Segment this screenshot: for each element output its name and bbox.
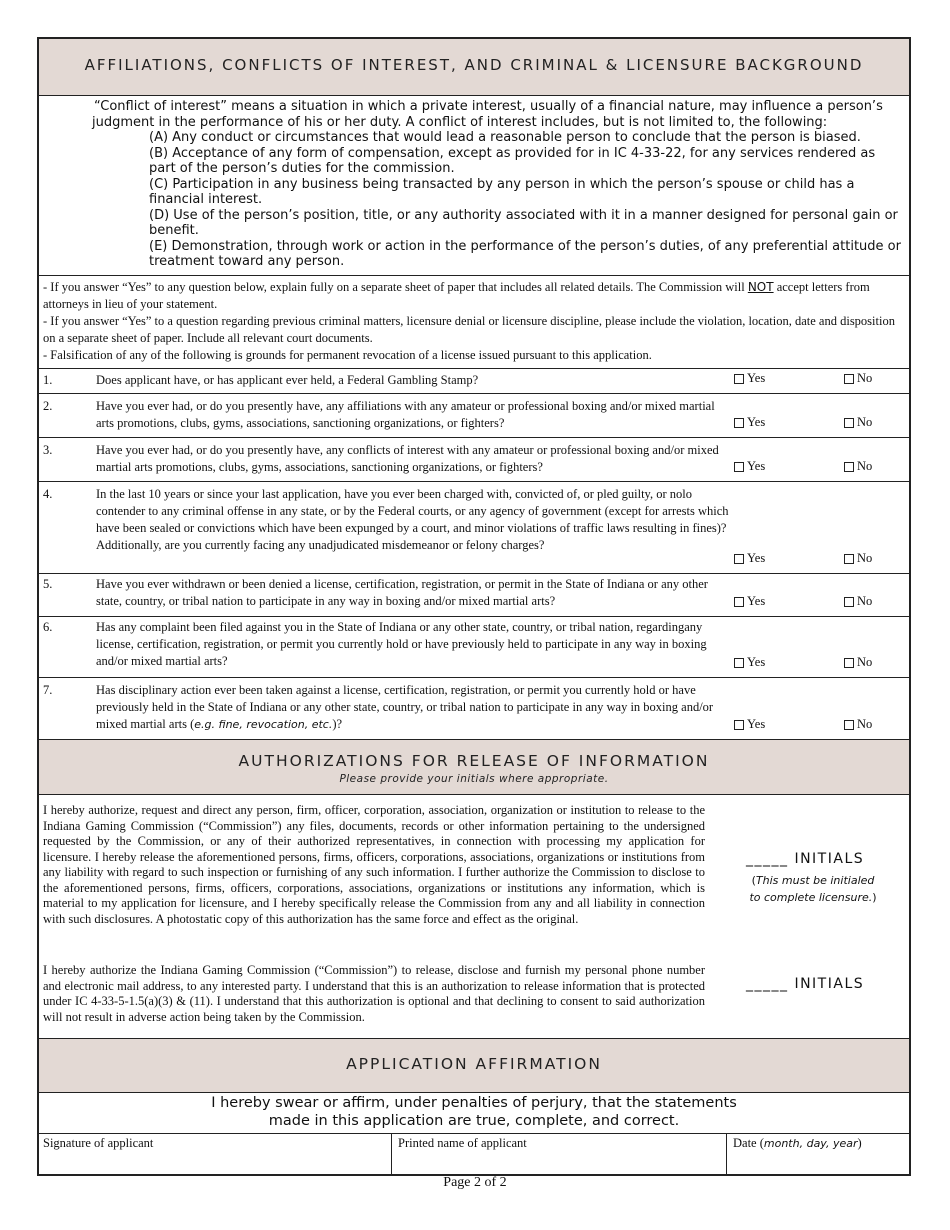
definition-intro: “Conflict of interest” means a situation in which a private interest, usually of a financial nature, may influence a person’s judgment in the performance of his or her duty. A conflict of interest includes, but is not limited to, the following:	[92, 99, 883, 130]
q7-yes-checkbox[interactable]: Yes	[734, 716, 765, 733]
q6-no-checkbox[interactable]: No	[844, 654, 872, 671]
date-field[interactable]: Date (month, day, year)	[733, 1136, 862, 1150]
instruction-3: - Falsification of any of the following is grounds for permanent revocation of a license issued pursuant to this application.	[43, 348, 652, 362]
instruction-1: - If you answer “Yes” to any question below, explain fully on a separate sheet of paper that includes all related details. The Commission will NOT accept letters from attorneys in lieu of your statement.	[43, 280, 870, 311]
q5-yes-checkbox[interactable]: Yes	[734, 593, 765, 610]
definition-item-d: (D) Use of the person’s position, title, or any authority associated with it in a manner designed for personal gain or benefit.	[149, 207, 898, 238]
q2-yes-checkbox[interactable]: Yes	[734, 414, 765, 431]
question-2: 2. Have you ever had, or do you presently have, any affiliations with any amateur or professional boxing and/or mixed martial arts promotions, clubs, gyms, associations, sanctioning organizations, or fighters? Yes No	[39, 393, 909, 437]
affirmation-statement: I hereby swear or affirm, under penalties of perjury, that the statements made in this application are true, complete, and correct.	[39, 1092, 909, 1133]
definition-item-a: (A) Any conduct or circumstances that would lead a reasonable person to conclude that the person is biased.	[149, 130, 861, 145]
signature-row	[39, 1133, 909, 1174]
q1-no-checkbox[interactable]: No	[844, 370, 872, 387]
authorizations-subheading: Please provide your initials where appropriate.	[339, 773, 609, 785]
authorizations-body	[39, 794, 909, 1038]
authorizations-heading-text: AUTHORIZATIONS FOR RELEASE OF INFORMATION	[238, 752, 710, 770]
authorization-paragraph-1: I hereby authorize, request and direct any person, firm, officer, corporation, association, organization or institution to release to the Indiana Gaming Commission (“Commission”) any files, documents, records or other information pertaining to the undersigned requested by the Commission, or any of their authorized representatives, in connection with processing my application for licensure. I hereby release the aforementioned persons, firms, officers, corporations, associations, organizations or institutions from any liability with regard to such inspection or furnishing of any such information. I further authorize the Commission to disclose to the aforementioned persons, firms, officers, corporations, associations, organizations or institutions any information, which is material to my application for licensure, and I hereby specifically release the Commission from any and all liability in connection with such disclosures. A photostatic copy of this authorization has the same force and effect as the original.	[43, 803, 705, 926]
question-6: 6. Has any complaint been filed against you in the State of Indiana or any other state, country, or tribal nation, regardingany license, certification, registration, or permit you currently hold or have previously held to participate in any way in boxing and/or mixed martial arts? Yes No	[39, 616, 909, 677]
page-number: Page 2 of 2	[443, 1175, 507, 1190]
not-emphasis: NOT	[747, 280, 774, 294]
q4-no-checkbox[interactable]: No	[844, 550, 872, 567]
question-1: 1. Does applicant have, or has applicant ever held, a Federal Gambling Stamp? Yes No	[39, 368, 909, 393]
signature-field[interactable]: Signature of applicant	[39, 1134, 392, 1174]
question-7: 7. Has disciplinary action ever been taken against a license, certification, registration, or permit you currently hold or have previously held in the State of Indiana or any other state, country, or tribal nation to participate in any way in boxing and/or mixed martial arts (e.g. fine, revocation, etc.)? Yes No	[39, 677, 909, 739]
conflict-definition	[39, 95, 909, 275]
instructions	[39, 275, 909, 368]
q7-no-checkbox[interactable]: No	[844, 716, 872, 733]
q3-yes-checkbox[interactable]: Yes	[734, 458, 765, 475]
question-5: 5. Have you ever withdrawn or been denied a license, certification, registration, or permit in the State of Indiana or any other state, country, or tribal nation to participate in any way in boxing and/or mixed martial arts? Yes No	[39, 573, 909, 616]
q5-no-checkbox[interactable]: No	[844, 593, 872, 610]
question-3: 3. Have you ever had, or do you presently have, any conflicts of interest with any amateur or professional boxing and/or mixed martial arts promotions, clubs, gyms, associations, sanctioning organizations, or fighters? Yes No	[39, 437, 909, 481]
q3-no-checkbox[interactable]: No	[844, 458, 872, 475]
affiliations-heading	[39, 39, 909, 95]
application-form	[37, 37, 911, 1176]
affirmation-heading-text: APPLICATION AFFIRMATION	[346, 1055, 602, 1073]
q1-yes-checkbox[interactable]: Yes	[734, 370, 765, 387]
q4-yes-checkbox[interactable]: Yes	[734, 550, 765, 567]
authorizations-heading	[39, 739, 909, 794]
definition-item-c: (C) Participation in any business being transacted by any person in which the person’s spouse or child has a financial interest.	[149, 176, 855, 207]
question-4: 4. In the last 10 years or since your last application, have you ever been charged with, convicted of, or pled guilty, or nolo contender to any criminal offense in any state, or by the Federal courts, or any agency of government (except for arrests which have been sealed or convictions which have been expunged by a court, and minor violations of traffic laws resulting in fines)? Additionally, are you currently facing any unadjudicated misdemeanor or felony charges? Yes No	[39, 481, 909, 573]
initials-field-2[interactable]: _____ INITIALS	[746, 976, 865, 992]
definition-item-b: (B) Acceptance of any form of compensation, except as provided for in IC 4-33-22, for any services rendered as part of the person’s duties for the commission.	[149, 145, 876, 176]
q6-yes-checkbox[interactable]: Yes	[734, 654, 765, 671]
instruction-2: - If you answer “Yes” to a question regarding previous criminal matters, licensure denial or licensure discipline, please include the violation, location, date and disposition on a separate sheet of paper. Include all relevant court documents.	[43, 314, 895, 345]
affirmation-heading	[39, 1038, 909, 1092]
q2-no-checkbox[interactable]: No	[844, 414, 872, 431]
definition-item-e: (E) Demonstration, through work or action in the performance of the person’s duties, of any preferential attitude or treatment toward any person.	[149, 238, 901, 269]
affiliations-heading-text: AFFILIATIONS, CONFLICTS OF INTEREST, AND CRIMINAL & LICENSURE BACKGROUND	[84, 56, 864, 74]
initials-field-1[interactable]: _____ INITIALS	[746, 851, 865, 867]
printed-name-field[interactable]: Printed name of applicant	[392, 1134, 727, 1174]
initials-1-note: (This must be initialed to complete licensure.)	[749, 874, 877, 904]
authorization-paragraph-2: I hereby authorize the Indiana Gaming Commission (“Commission”) to release, disclose and furnish my personal phone number and electronic mail address, to any interested party. I understand that this is an authorization to release information that is protected under IC 4-33-5-1.5(a)(3) & (11). I understand that this authorization is optional and that declining to consent to said authorization will not result in adverse action being taken by the Commission.	[43, 963, 705, 1024]
